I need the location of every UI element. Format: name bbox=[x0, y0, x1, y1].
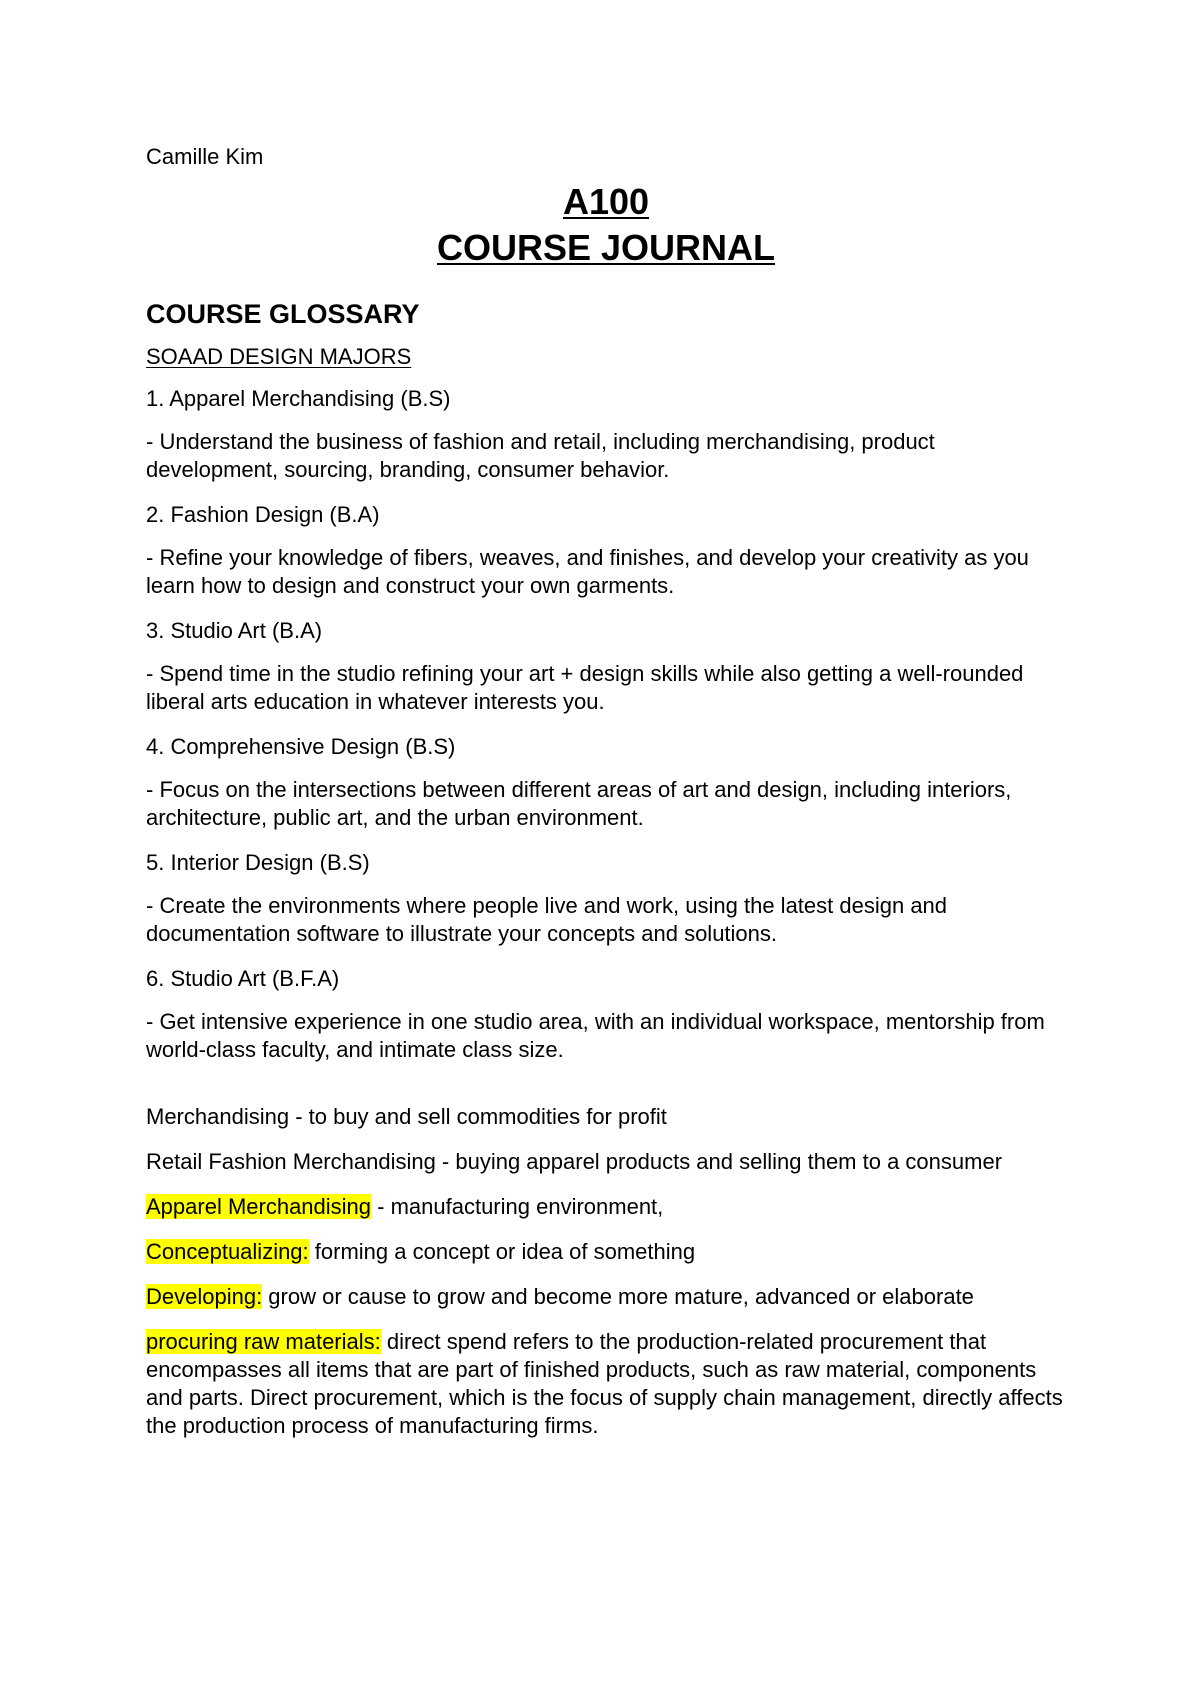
journal-title: COURSE JOURNAL bbox=[436, 227, 776, 268]
term-definition: - manufacturing environment, bbox=[371, 1194, 664, 1219]
highlighted-definition bbox=[146, 1283, 1066, 1311]
major-description: - Refine your knowledge of fibers, weaves, and finishes, and develop your creativity as you learn how to design and construct your own garments. bbox=[146, 545, 1029, 598]
major-name: 6. Studio Art (B.F.A) bbox=[146, 966, 340, 991]
majors-heading: SOAAD DESIGN MAJORS bbox=[146, 344, 412, 369]
author-name: Camille Kim bbox=[146, 144, 264, 169]
major-description: - Spend time in the studio refining your art + design skills while also getting a well-rounded liberal arts education in whatever interests you. bbox=[146, 661, 1024, 714]
major-description: - Get intensive experience in one studio area, with an individual workspace, mentorship from world-class faculty, and intimate class size. bbox=[146, 1009, 1045, 1062]
highlighted-definition bbox=[146, 1193, 1066, 1221]
highlighted-term: Conceptualizing: bbox=[146, 1239, 309, 1264]
highlighted-term: Developing: bbox=[146, 1284, 263, 1309]
major-name: 5. Interior Design (B.S) bbox=[146, 850, 370, 875]
course-code: A100 bbox=[562, 181, 650, 222]
term-definition: grow or cause to grow and become more mature, advanced or elaborate bbox=[262, 1284, 974, 1309]
term-definition: forming a concept or idea of something bbox=[308, 1239, 696, 1264]
highlighted-term: procuring raw materials: bbox=[146, 1329, 381, 1354]
major-name: 3. Studio Art (B.A) bbox=[146, 618, 323, 643]
major-description: - Focus on the intersections between different areas of art and design, including interiors, architecture, public art, and the urban environment. bbox=[146, 777, 1012, 830]
major-name: 2. Fashion Design (B.A) bbox=[146, 502, 380, 527]
document-title bbox=[146, 179, 1066, 271]
highlighted-definition bbox=[146, 1238, 1066, 1266]
glossary-heading: COURSE GLOSSARY bbox=[146, 299, 420, 329]
majors-list bbox=[146, 385, 1066, 1064]
highlighted-term: Apparel Merchandising bbox=[146, 1194, 372, 1219]
document-body bbox=[146, 143, 1066, 1457]
term-definition: direct spend refers to the production-related procurement that encompasses all items that are part of finished products, such as raw material, components and parts. Direct procurement, which is the focus of supply chain management, directly affects the production process of manufacturing firms. bbox=[146, 1329, 1063, 1438]
major-name: 4. Comprehensive Design (B.S) bbox=[146, 734, 456, 759]
highlighted-definition bbox=[146, 1328, 1066, 1440]
major-description: - Understand the business of fashion and retail, including merchandising, product development, sourcing, branding, consumer behavior. bbox=[146, 429, 935, 482]
paragraph-spacer bbox=[146, 1081, 1066, 1103]
definition-item: Retail Fashion Merchandising - buying apparel products and selling them to a consumer bbox=[146, 1149, 1003, 1174]
major-name: 1. Apparel Merchandising (B.S) bbox=[146, 386, 451, 411]
major-description: - Create the environments where people live and work, using the latest design and documentation software to illustrate your concepts and solutions. bbox=[146, 893, 948, 946]
definition-item: Merchandising - to buy and sell commodities for profit bbox=[146, 1104, 667, 1129]
